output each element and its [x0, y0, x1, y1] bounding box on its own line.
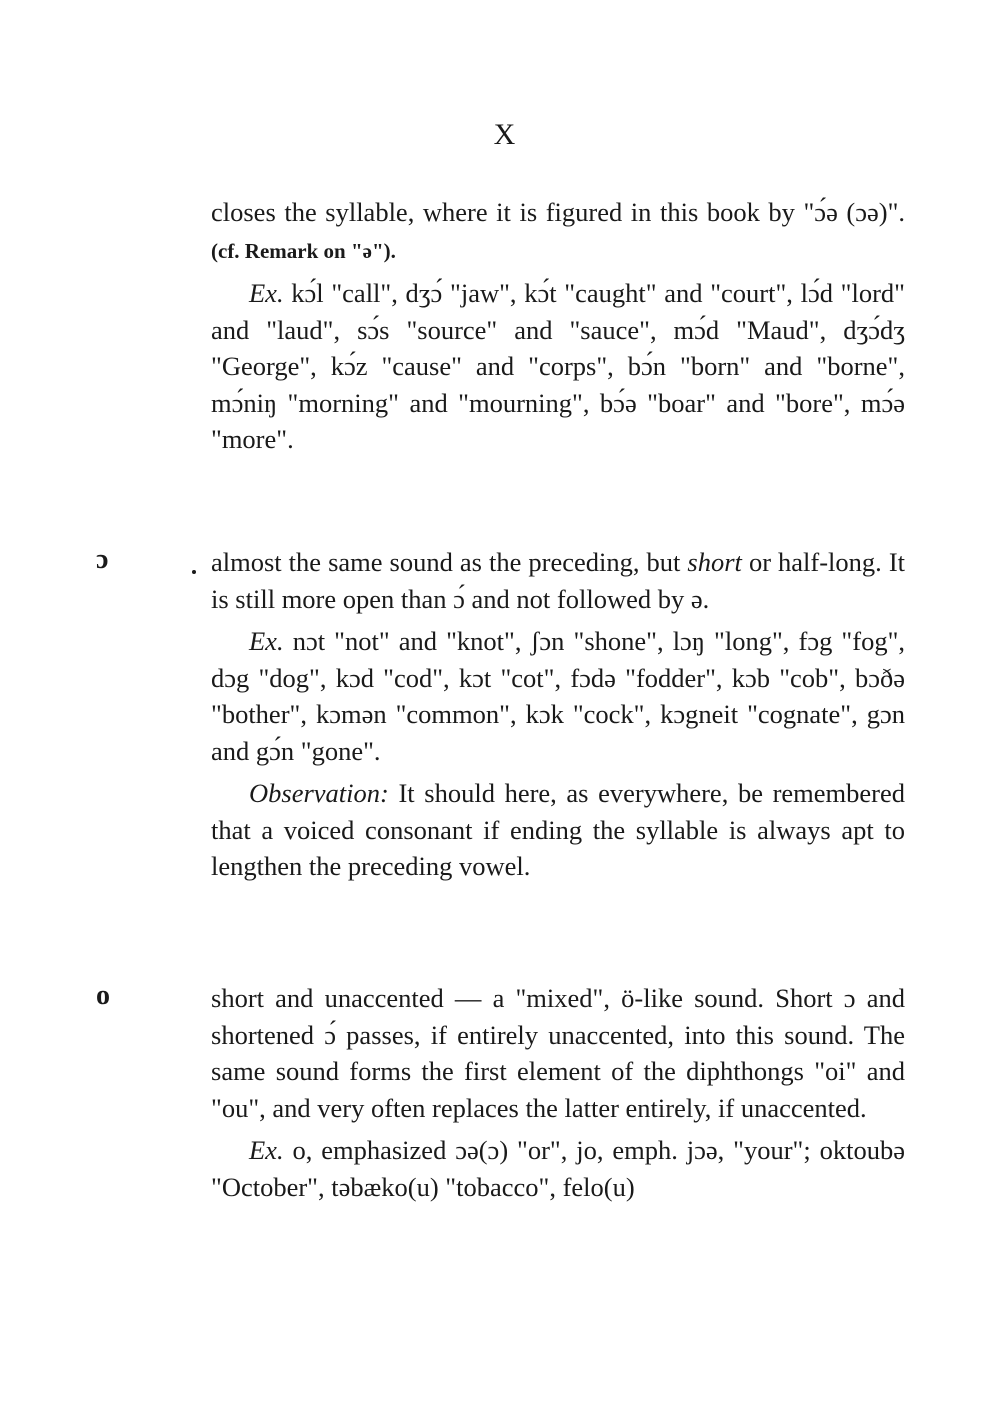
- examples-paragraph: [211, 1132, 905, 1205]
- continuation-paragraph: [211, 194, 905, 269]
- definition-pre: almost the same sound as the preceding, but: [211, 547, 681, 577]
- leader-dot: [192, 570, 196, 574]
- examples-label: Ex.: [249, 626, 284, 656]
- observation-paragraph: [211, 775, 905, 885]
- examples-text: nɔt "not" and "knot", ʃɔn "shone", lɔŋ "long", fɔg "fog", dɔg "dog", kɔd "cod", kɔt "cot", fɔdə "fodder", kɔb "cob", bɔðə "bother", kɔmən "common", kɔk "cock", kɔgneit "cognate", gɔn and gɔ́n "gone".: [211, 626, 906, 766]
- observation-label: Observation:: [249, 778, 389, 808]
- definition-paragraph: [211, 544, 905, 617]
- examples-text: o, emphasized ɔə(ɔ) "or", jo, emph. jɔə, "your"; oktoubə "October", təbæko(u) "tobacco", felo(u): [211, 1135, 905, 1202]
- examples-paragraph: [211, 623, 905, 769]
- section-mixed-o: [211, 980, 905, 1205]
- remark-reference: (cf. Remark on "ə").: [211, 238, 396, 263]
- definition-emphasis: short: [687, 547, 742, 577]
- examples-label: Ex.: [249, 1135, 284, 1165]
- phonetic-symbol-mixed-o: o: [96, 980, 110, 1011]
- examples-label: Ex.: [249, 278, 284, 308]
- examples-paragraph: [211, 275, 905, 458]
- continuation-line: closes the syllable, where it is figured in this book: [211, 197, 760, 227]
- observation-text: It should here, as everywhere, be remembered that a voiced consonant if ending the syllable is always apt to lengthen the preceding vowel.: [211, 778, 905, 881]
- page-number: X: [493, 118, 517, 151]
- section-short-open-o: [211, 544, 905, 885]
- phonetic-symbol-short-o: ɔ: [96, 544, 109, 575]
- notation-by: by "ɔ́ə (ɔə)".: [768, 197, 906, 227]
- examples-text: kɔ́l "call", dʒɔ́ "jaw", kɔ́t "caught" and "court", lɔ́d "lord" and "laud", sɔ́s "source" and "sauce", mɔ́d "Maud", dʒɔ́dʒ "George", kɔ́z "cause" and "corps", bɔ́n "born" and "borne", mɔ́niŋ "morning" and "mourning", bɔ́ə "boar" and "bore", mɔ́ə "more".: [211, 278, 906, 454]
- definition-post: or half-long. It is still more open than ɔ́ and not followed by ə.: [211, 547, 906, 614]
- definition-paragraph: short and unaccented — a "mixed", ö-like sound. Short ɔ and shortened ɔ́ passes, if entirely unaccented, into this sound. The same sound forms the first element of the diphthongs "oi" and "ou", and very often replaces the latter entirely, if unaccented.: [211, 983, 905, 1123]
- section-long-open-o: [211, 194, 905, 458]
